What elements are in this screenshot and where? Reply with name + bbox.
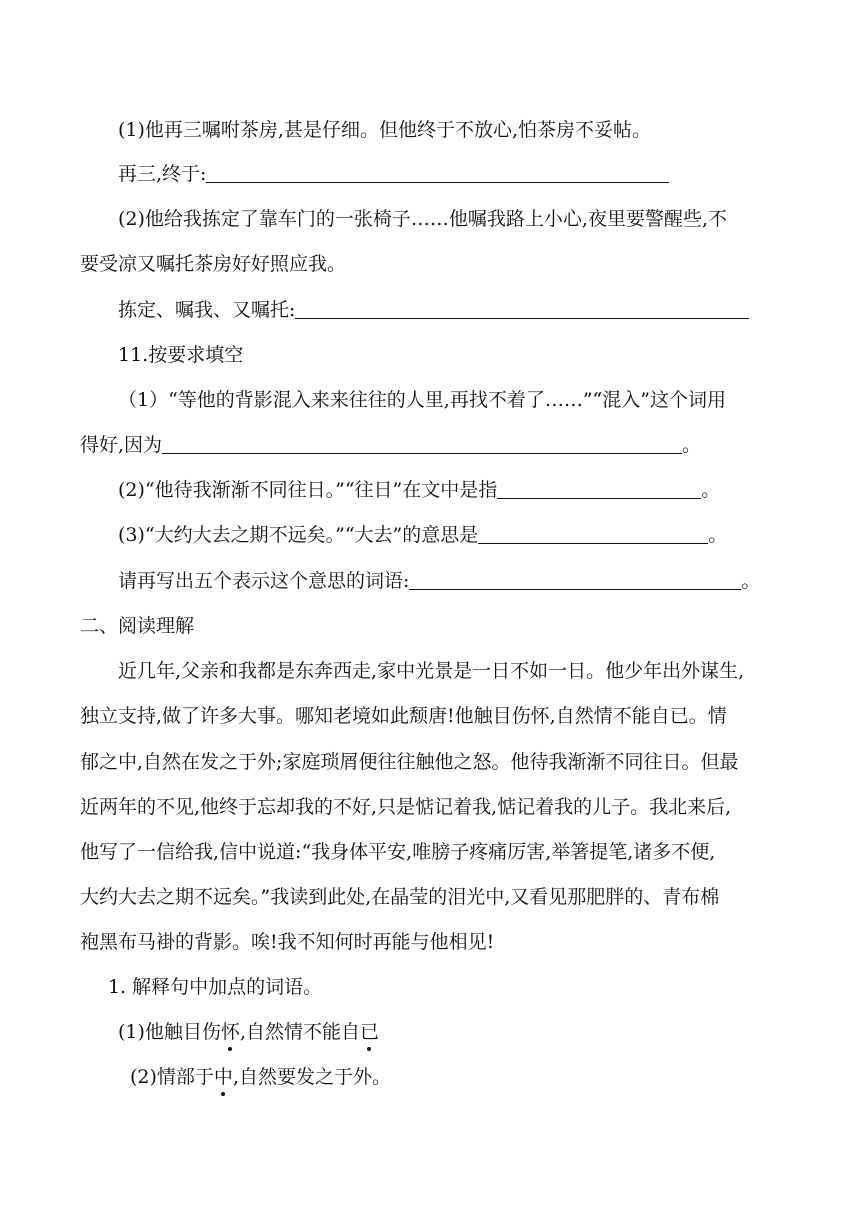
answer-label: 拣定、嘱我、又嘱托: xyxy=(118,299,296,321)
dotted-word: 怀 xyxy=(220,1021,240,1043)
answer-blank[interactable] xyxy=(497,480,701,499)
passage-line: 郁之中,自然在发之于外;家庭琐屑便往往触他之怒。他待我渐渐不同往日。但最 xyxy=(80,751,739,773)
passage-line: 近两年的不见,他终于忘却我的不好,只是惦记着我,惦记着我的儿子。我北来后, xyxy=(80,796,732,818)
sentence-q10-1: (1)他再三嘱咐茶房,甚是仔细。但他终于不放心,怕茶房不妥帖。 xyxy=(118,119,651,141)
answer-blank[interactable] xyxy=(409,571,741,590)
passage-line: 独立支持,做了许多大事。哪知老境如此颓唐!他触目伤怀,自然情不能自已。情 xyxy=(80,705,727,727)
answer-label: 再三,终于: xyxy=(118,163,207,185)
question-11-1b xyxy=(80,433,701,457)
answer-blank[interactable] xyxy=(478,525,708,544)
section-title-reading: 二、阅读理解 xyxy=(80,615,195,637)
question-text: 请再写出五个表示这个意思的词语: xyxy=(118,570,410,592)
question-11-3 xyxy=(118,523,727,547)
question-text: ,自然要发之于外。 xyxy=(232,1066,391,1088)
reading-question-1-1 xyxy=(118,1020,379,1044)
answer-line-q10-2 xyxy=(118,298,749,322)
passage-line: 近几年,父亲和我都是东奔西走,家中光景是一日不如一日。他少年出外谋生, xyxy=(118,660,745,682)
answer-blank[interactable] xyxy=(295,300,749,319)
passage-line: 袍黑布马褂的背影。唉!我不知何时再能与他相见! xyxy=(80,931,495,953)
dotted-word: 中 xyxy=(213,1066,233,1088)
answer-end: 。 xyxy=(682,434,702,456)
answer-end: 。 xyxy=(708,524,728,546)
question-11-2 xyxy=(118,478,720,502)
question-11-title: 11.按要求填空 xyxy=(118,344,244,366)
question-text: ,自然情不能自 xyxy=(239,1021,360,1043)
reading-question-1-2 xyxy=(130,1065,391,1089)
dotted-word: 已 xyxy=(359,1021,379,1043)
answer-end: 。 xyxy=(741,570,761,592)
answer-end: 。 xyxy=(701,479,721,501)
reading-question-1-title: 1. 解释句中加点的词语。 xyxy=(108,976,323,998)
question-11-4 xyxy=(118,569,760,593)
question-text: (2)情部于 xyxy=(130,1066,214,1088)
passage-line: 大约大去之期不远矣。”我读到此处,在晶莹的泪光中,又看见那肥胖的、青布棉 xyxy=(80,886,720,908)
sentence-q10-2b: 要受凉又嘱托茶房好好照应我。 xyxy=(80,253,347,275)
question-11-1a: （1）“等他的背影混入来来往往的人里,再找不着了……”“混入”这个词用 xyxy=(118,389,726,411)
question-text: 得好,因为 xyxy=(80,434,163,456)
answer-blank[interactable] xyxy=(206,164,669,183)
question-text: (2)“他待我渐渐不同往日。”“往日”在文中是指 xyxy=(118,479,498,501)
question-text: (3)“大约大去之期不远矣。”“大去”的意思是 xyxy=(118,524,479,546)
answer-blank[interactable] xyxy=(162,435,682,454)
sentence-q10-2a: (2)他给我拣定了靠车门的一张椅子……他嘱我路上小心,夜里要警醒些,不 xyxy=(118,208,727,230)
answer-line-q10-1 xyxy=(118,162,669,186)
passage-line: 他写了一信给我,信中说道:“我身体平安,唯膀子疼痛厉害,举箸提笔,诸多不便, xyxy=(80,841,716,863)
question-text: (1)他触目伤 xyxy=(118,1021,221,1043)
